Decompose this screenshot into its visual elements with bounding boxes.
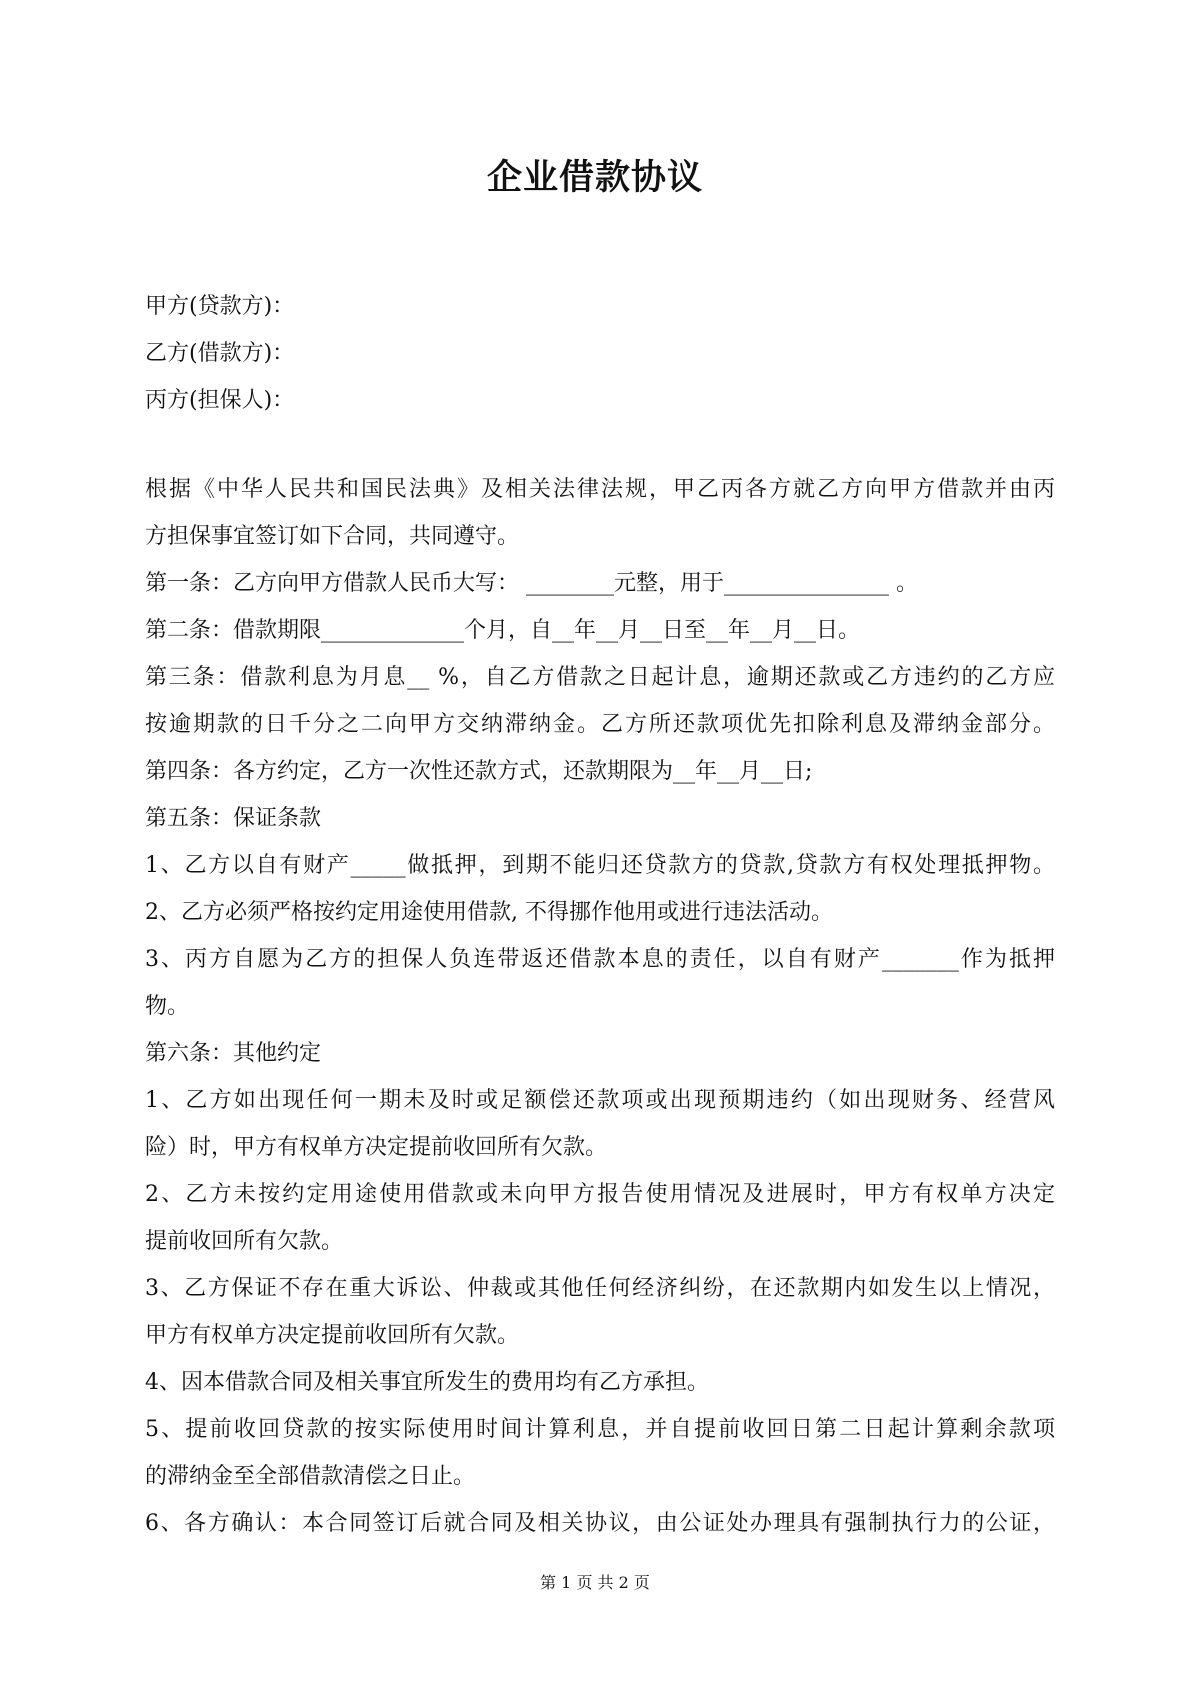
- contract-body: [145, 466, 1055, 1547]
- body-line: 甲方有权单方决定提前收回所有欠款。: [145, 1323, 520, 1348]
- party-borrower: 乙方(借款方)：: [145, 341, 295, 366]
- body-line: 方担保事宜签订如下合同，共同遵守。: [145, 524, 520, 549]
- body-line: 第一条：乙方向甲方借款人民币大写： ________元整，用于_______________ 。: [145, 571, 918, 596]
- body-line: 1、乙方如出现任何一期未及时或足额偿还款项或出现预期违约（如出现财务、经营风: [145, 1088, 1055, 1113]
- body-line: 2、乙方未按约定用途使用借款或未向甲方报告使用情况及进展时，甲方有权单方决定: [145, 1182, 1055, 1207]
- body-line: 物。: [145, 994, 190, 1019]
- body-line: 按逾期款的日千分之二向甲方交纳滞纳金。乙方所还款项优先扣除利息及滞纳金部分。: [145, 712, 1055, 737]
- body-line: 第六条：其他约定: [145, 1041, 322, 1066]
- body-line: 第四条：各方约定，乙方一次性还款方式，还款期限为__年__月__日;: [145, 759, 813, 784]
- body-line: 的滞纳金至全部借款清偿之日止。: [145, 1464, 476, 1489]
- party-guarantor: 丙方(担保人)：: [145, 388, 295, 413]
- body-line: 3、乙方保证不存在重大诉讼、仲裁或其他任何经济纠纷，在还款期内如发生以上情况，: [145, 1276, 1055, 1301]
- body-line: 险）时，甲方有权单方决定提前收回所有欠款。: [145, 1135, 608, 1160]
- body-line: 5、提前收回贷款的按实际使用时间计算利息，并自提前收回日第二日起计算剩余款项: [145, 1417, 1055, 1442]
- body-line: 4、因本借款合同及相关事宜所发生的费用均有乙方承担。: [145, 1370, 709, 1395]
- body-line: 6、各方确认：本合同签订后就合同及相关协议，由公证处办理具有强制执行力的公证，: [145, 1511, 1055, 1536]
- body-line: 3、丙方自愿为乙方的担保人负连带返还借款本息的责任，以自有财产_______作为抵押: [145, 947, 1055, 972]
- body-line: 1、乙方以自有财产_____做抵押，到期不能归还贷款方的贷款,贷款方有权处理抵押物。: [145, 853, 1055, 878]
- body-line: 第三条：借款利息为月息__ %，自乙方借款之日起计息，逾期还款或乙方违约的乙方应: [145, 665, 1055, 690]
- party-lender: 甲方(贷款方)：: [145, 294, 295, 319]
- body-line: 第五条：保证条款: [145, 806, 322, 831]
- body-line: 第二条：借款期限_____________个月，自__年__月__日至__年__月__日。: [145, 618, 861, 643]
- party-list: [145, 283, 294, 424]
- body-line: 提前收回所有欠款。: [145, 1229, 344, 1254]
- body-line: 根据《中华人民共和国民法典》及相关法律法规，甲乙丙各方就乙方向甲方借款并由丙: [145, 477, 1055, 502]
- document-title: 企业借款协议: [486, 158, 703, 198]
- body-line: 2、乙方必须严格按约定用途使用借款, 不得挪作他用或进行违法活动。: [145, 900, 833, 925]
- page-number-footer: 第 1 页 共 2 页: [540, 1573, 650, 1592]
